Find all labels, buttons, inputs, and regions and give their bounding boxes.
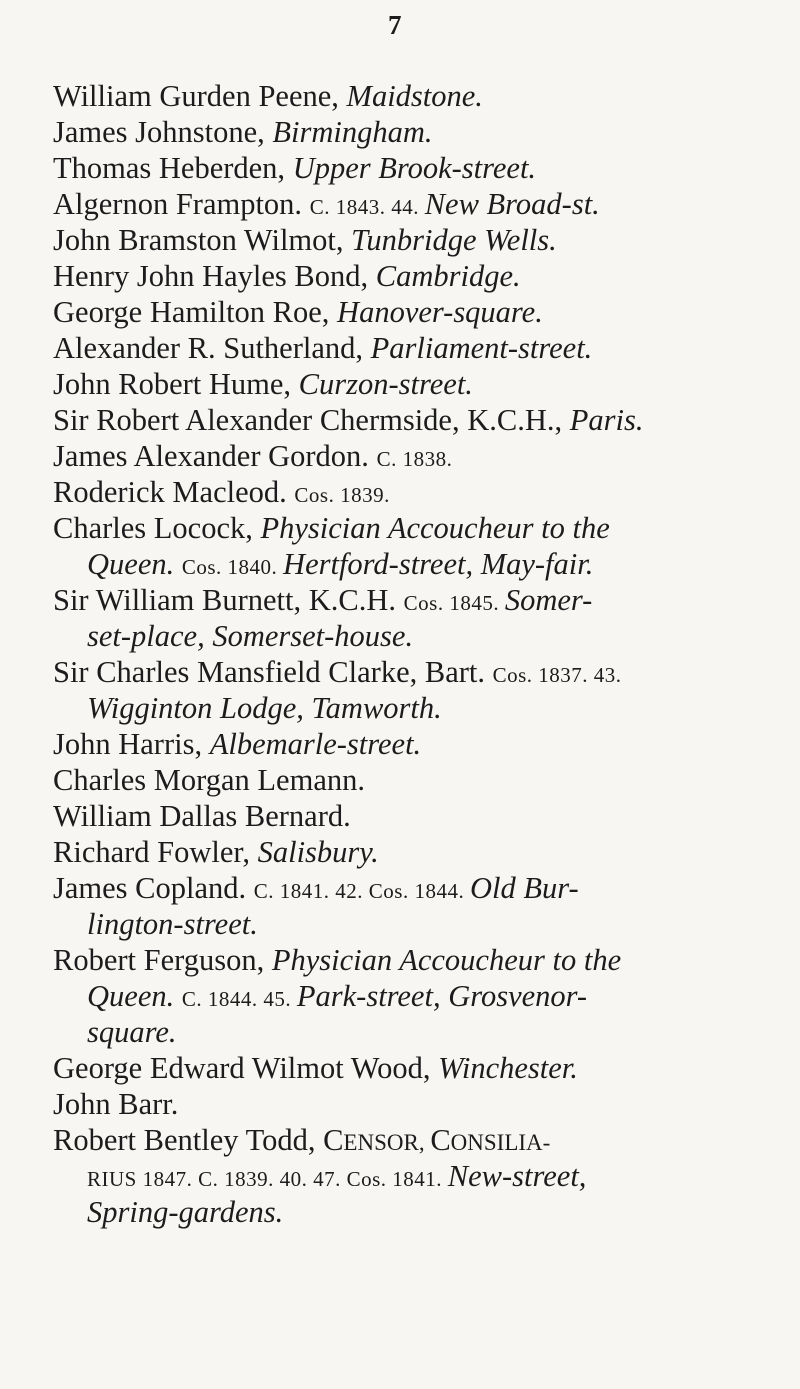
member-title-cont: Queen.: [87, 547, 182, 581]
member-name: Charles Morgan Lemann.: [53, 763, 365, 797]
member-address-cont: Wigginton Lodge, Tamworth.: [87, 691, 442, 725]
member-list: [53, 78, 760, 1230]
member-name: John Barr.: [53, 1087, 179, 1121]
list-item: [53, 834, 760, 870]
member-address: Cambridge.: [375, 259, 521, 293]
list-item: [53, 1050, 760, 1086]
member-dates: C. 1838.: [376, 447, 453, 471]
list-item: [53, 222, 760, 258]
member-name: Robert Ferguson,: [53, 943, 272, 977]
member-dates: RIUS 1847. C. 1839. 40. 47. Cos. 1841.: [87, 1167, 448, 1191]
list-item-continuation: [53, 906, 760, 942]
list-item-continuation: [53, 690, 760, 726]
page-number: 7: [388, 10, 402, 40]
member-name: George Hamilton Roe,: [53, 295, 338, 329]
member-address: Park-street, Grosvenor-: [296, 979, 588, 1013]
list-item: [53, 510, 760, 546]
member-title: Physician Accoucheur to the: [260, 511, 610, 545]
list-item-continuation: [53, 546, 760, 582]
list-item: [53, 1122, 760, 1158]
member-address-cont: square.: [87, 1015, 177, 1049]
member-address: Birmingham.: [272, 115, 433, 149]
office-consiliarius: ONSILIA-: [450, 1130, 551, 1155]
member-address: Hertford-street, May-fair.: [283, 547, 594, 581]
member-name: Charles Locock,: [53, 511, 261, 545]
member-address: Maidstone.: [346, 79, 483, 113]
member-address: Albemarle-street.: [209, 727, 422, 761]
member-dates: Cos. 1840.: [181, 555, 284, 579]
list-item: [53, 150, 760, 186]
member-address: Curzon-street.: [298, 367, 473, 401]
member-address: New Broad-st.: [424, 187, 600, 221]
member-name: Alexander R. Sutherland,: [53, 331, 371, 365]
member-address-cont: set-place, Somerset-house.: [87, 619, 414, 653]
member-address: Old Bur-: [469, 871, 579, 905]
member-name: John Harris,: [53, 727, 210, 761]
list-item: [53, 582, 760, 618]
member-name: James Copland.: [53, 871, 254, 905]
member-dates: Cos. 1845.: [403, 591, 505, 615]
list-item-continuation: [53, 1194, 760, 1230]
member-address: Tunbridge Wells.: [351, 223, 557, 257]
member-dates: C. 1844. 45.: [181, 987, 297, 1011]
member-name: Sir Charles Mansfield Clarke, Bart.: [53, 655, 493, 689]
list-item: [53, 762, 760, 798]
list-item: [53, 474, 760, 510]
member-name: John Robert Hume,: [53, 367, 299, 401]
list-item: [53, 798, 760, 834]
member-address: Somer-: [504, 583, 593, 617]
member-address: Paris.: [569, 403, 644, 437]
member-name: Sir Robert Alexander Chermside, K.C.H.,: [53, 403, 570, 437]
list-item-continuation: [53, 1014, 760, 1050]
member-dates: Cos. 1839.: [294, 483, 390, 507]
member-dates: C. 1841. 42. Cos. 1844.: [253, 879, 470, 903]
list-item: [53, 114, 760, 150]
member-name: Robert Bentley Todd,: [53, 1123, 324, 1157]
list-item: [53, 366, 760, 402]
member-address: Salisbury.: [257, 835, 379, 869]
list-item: [53, 438, 760, 474]
list-item: [53, 402, 760, 438]
list-item: [53, 258, 760, 294]
list-item-continuation: [53, 618, 760, 654]
list-item: [53, 726, 760, 762]
member-title-cont: Queen.: [87, 979, 182, 1013]
office-initial: C: [323, 1123, 344, 1157]
member-address-cont: Spring-gardens.: [87, 1195, 284, 1229]
list-item: [53, 1086, 760, 1122]
office-censor: ENSOR,: [343, 1130, 431, 1155]
list-item: [53, 330, 760, 366]
member-name: James Johnstone,: [53, 115, 273, 149]
list-item: [53, 942, 760, 978]
member-name: Henry John Hayles Bond,: [53, 259, 376, 293]
list-item: [53, 870, 760, 906]
member-name: James Alexander Gordon.: [53, 439, 377, 473]
member-name: Richard Fowler,: [53, 835, 258, 869]
list-item: [53, 654, 760, 690]
member-dates: Cos. 1837. 43.: [492, 663, 622, 687]
list-item: [53, 294, 760, 330]
member-name: Sir William Burnett, K.C.H.: [53, 583, 404, 617]
member-name: Algernon Frampton.: [53, 187, 310, 221]
member-address: Upper Brook-street.: [292, 151, 537, 185]
member-address: Parliament-street.: [370, 331, 593, 365]
member-address: Hanover-square.: [337, 295, 543, 329]
member-address: Winchester.: [438, 1051, 578, 1085]
member-name: George Edward Wilmot Wood,: [53, 1051, 439, 1085]
member-name: John Bramston Wilmot,: [53, 223, 352, 257]
list-item: [53, 186, 760, 222]
member-address-cont: lington-street.: [87, 907, 258, 941]
member-name: William Dallas Bernard.: [53, 799, 351, 833]
list-item-continuation: [53, 1158, 760, 1194]
list-item-continuation: [53, 978, 760, 1014]
member-address: New-street,: [447, 1159, 587, 1193]
member-dates: C. 1843. 44.: [309, 195, 425, 219]
member-name: Roderick Macleod.: [53, 475, 295, 509]
member-name: Thomas Heberden,: [53, 151, 293, 185]
list-item: [53, 78, 760, 114]
member-title: Physician Accoucheur to the: [271, 943, 622, 977]
office-initial: C: [430, 1123, 451, 1157]
member-name: William Gurden Peene,: [53, 79, 347, 113]
